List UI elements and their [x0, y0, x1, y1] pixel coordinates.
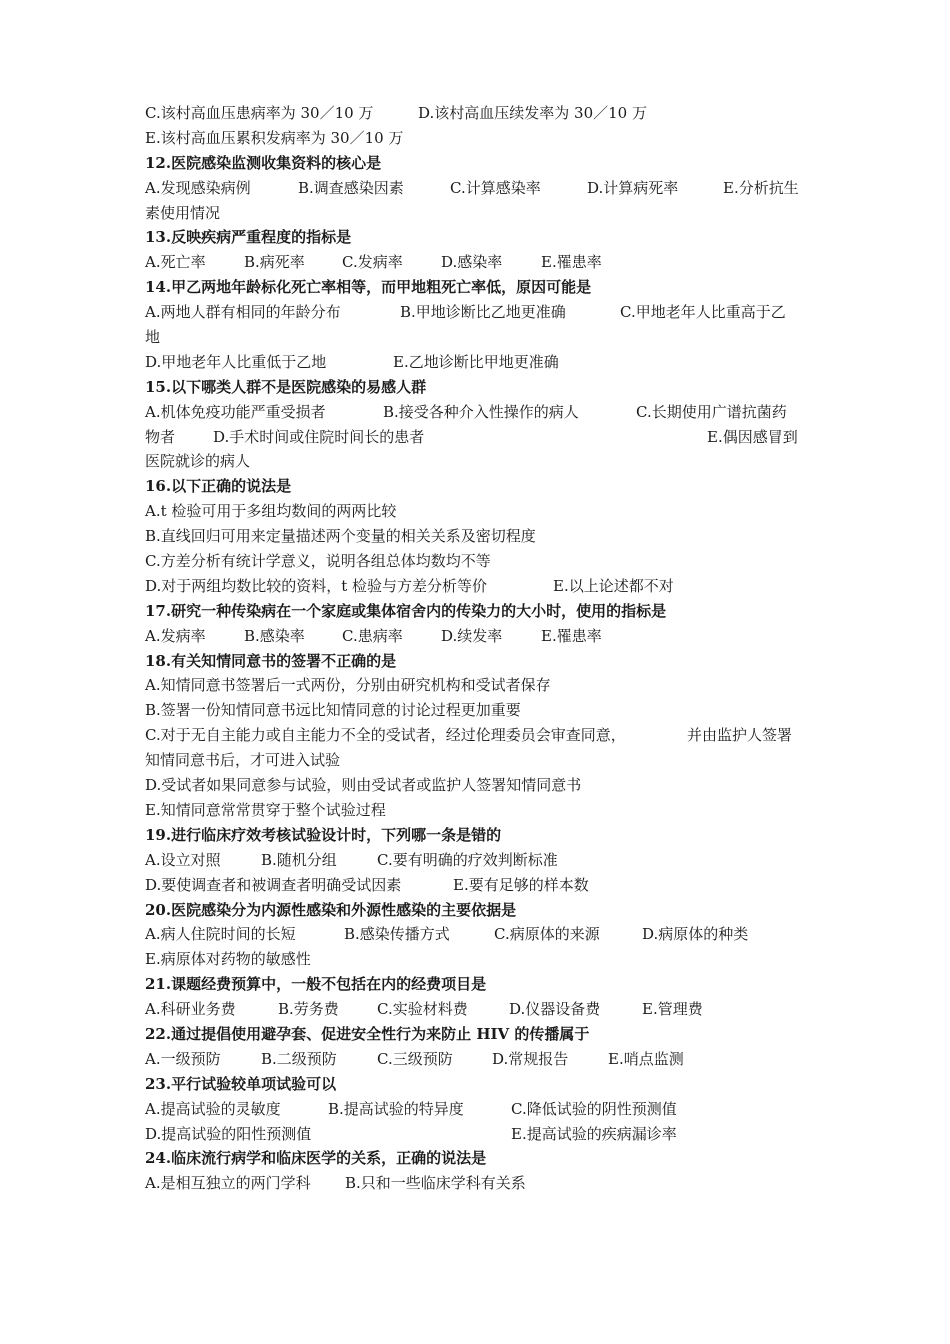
answer-option: B.接受各种介入性操作的病人 [383, 402, 579, 421]
question-stem: 21.课题经费预算中，一般不包括在内的经费项目是 [145, 975, 487, 994]
answer-option: E.罹患率 [541, 253, 602, 272]
answer-option: B.直线回归可用来定量描述两个变量的相关关系及密切程度 [145, 527, 536, 546]
question-list [145, 101, 815, 1196]
answer-option: E.提高试验的疾病漏诊率 [511, 1124, 677, 1143]
answer-option: B.二级预防 [261, 1049, 337, 1068]
answer-option: D.对于两组均数比较的资料，t 检验与方差分析等价 [145, 576, 488, 595]
answer-option: D.受试者如果同意参与试验，则由受试者或监护人签署知情同意书 [145, 776, 582, 795]
option-line [145, 524, 815, 549]
option-line [145, 922, 815, 947]
answer-option: E.哨点监测 [608, 1049, 684, 1068]
answer-option: A.病人住院时间的长短 [145, 925, 296, 944]
answer-option: A.是相互独立的两门学科 [145, 1174, 311, 1193]
answer-option: D.提高试验的阳性预测值 [145, 1124, 312, 1143]
option-line [145, 574, 815, 599]
answer-option: B.病死率 [244, 253, 305, 272]
answer-option: D.该村高血压续发率为 30／10 万 [418, 104, 647, 122]
option-line [145, 176, 815, 201]
answer-option: A.发现感染病例 [145, 178, 251, 197]
option-line [145, 250, 815, 275]
option-line [145, 325, 815, 350]
option-line [145, 126, 815, 151]
answer-option: A.机体免疫功能严重受损者 [145, 402, 326, 421]
answer-option: E.要有足够的样本数 [453, 875, 589, 894]
answer-option: A.科研业务费 [145, 1000, 236, 1019]
answer-option: D.计算病死率 [587, 178, 679, 197]
answer-option: A.提高试验的灵敏度 [145, 1099, 281, 1118]
answer-option: 地 [145, 328, 161, 347]
option-line [145, 1097, 815, 1122]
question-stem: 16.以下正确的说法是 [145, 477, 292, 496]
answer-option: D.感染率 [441, 253, 503, 272]
option-line [145, 1122, 815, 1147]
option-line [145, 773, 815, 798]
option-line [145, 1171, 815, 1196]
answer-option: C.该村高血压患病率为 30／10 万 [145, 104, 374, 122]
answer-option: E.罹患率 [541, 626, 602, 645]
option-line [145, 400, 815, 425]
answer-option: C.长期使用广谱抗菌药 [636, 402, 787, 421]
answer-option: D.常规报告 [492, 1049, 569, 1068]
answer-option: 并由监护人签署 [687, 726, 793, 745]
answer-option: 医院就诊的病人 [145, 452, 251, 471]
answer-option: C.患病率 [342, 626, 403, 645]
option-line [145, 101, 815, 126]
option-line [145, 947, 815, 972]
question-stem: 15.以下哪类人群不是医院感染的易感人群 [145, 377, 427, 396]
answer-option: 物者 [145, 427, 176, 446]
answer-option: D.病原体的种类 [642, 925, 749, 944]
option-line [145, 1047, 815, 1072]
answer-option: C.方差分析有统计学意义，说明各组总体均数均不等 [145, 552, 491, 571]
answer-option: E.该村高血压累积发病率为 30／10 万 [145, 128, 404, 147]
option-line [145, 499, 815, 524]
option-line [145, 873, 815, 898]
answer-option: B.提高试验的特异度 [328, 1099, 464, 1118]
answer-option: E.分析抗生 [723, 178, 799, 197]
question-stem: 12.医院感染监测收集资料的核心是 [145, 153, 382, 172]
option-line [145, 798, 815, 823]
answer-option: D.仪器设备费 [509, 1000, 601, 1019]
question-stem: 14.甲乙两地年龄标化死亡率相等，而甲地粗死亡率低，原因可能是 [145, 278, 592, 297]
answer-option: D.甲地老年人比重低于乙地 [145, 352, 327, 371]
question-stem: 18.有关知情同意书的签署不正确的是 [145, 651, 397, 670]
option-line [145, 549, 815, 574]
option-line [145, 848, 815, 873]
answer-option: B.随机分组 [261, 850, 337, 869]
answer-option: E.偶因感冒到 [707, 427, 798, 446]
answer-option: C.病原体的来源 [494, 925, 600, 944]
question-stem: 19.进行临床疗效考核试验设计时，下列哪一条是错的 [145, 825, 502, 844]
answer-option: C.计算感染率 [450, 178, 541, 197]
question-stem: 17.研究一种传染病在一个家庭或集体宿舍内的传染力的大小时，使用的指标是 [145, 601, 667, 620]
answer-option: C.对于无自主能力或自主能力不全的受试者，经过伦理委员会审查同意， [145, 726, 626, 745]
answer-option: B.感染率 [244, 626, 305, 645]
answer-option: 知情同意书后，才可进入试验 [145, 751, 341, 770]
question-stem: 23.平行试验较单项试验可以 [145, 1074, 337, 1093]
answer-option: D.手术时间或住院时间长的患者 [213, 427, 425, 446]
answer-option: A.死亡率 [145, 253, 206, 272]
option-line [145, 624, 815, 649]
option-line [145, 449, 815, 474]
answer-option: D.续发率 [441, 626, 503, 645]
answer-option: C.实验材料费 [377, 1000, 468, 1019]
answer-option: C.降低试验的阴性预测值 [511, 1099, 677, 1118]
option-line [145, 997, 815, 1022]
question-stem: 24.临床流行病学和临床医学的关系，正确的说法是 [145, 1149, 487, 1168]
answer-option: B.只和一些临床学科有关系 [345, 1174, 526, 1193]
question-stem: 22.通过提倡使用避孕套、促进安全性行为来防止 HIV 的传播属于 [145, 1024, 590, 1043]
answer-option: 素使用情况 [145, 203, 221, 222]
answer-option: E.知情同意常常贯穿于整个试验过程 [145, 800, 386, 819]
answer-option: A.一级预防 [145, 1049, 221, 1068]
option-line [145, 673, 815, 698]
option-line [145, 748, 815, 773]
question-stem: 20.医院感染分为内源性感染和外源性感染的主要依据是 [145, 900, 517, 919]
answer-option: B.甲地诊断比乙地更准确 [400, 303, 566, 322]
answer-option: C.发病率 [342, 253, 403, 272]
answer-option: B.劳务费 [278, 1000, 339, 1019]
answer-option: E.以上论述都不对 [553, 576, 674, 595]
option-line [145, 201, 815, 226]
option-line [145, 698, 815, 723]
question-stem: 13.反映疾病严重程度的指标是 [145, 228, 352, 247]
answer-option: A.t 检验可用于多组均数间的两两比较 [145, 502, 397, 521]
answer-option: A.知情同意书签署后一式两份，分别由研究机构和受试者保存 [145, 676, 551, 695]
answer-option: B.调查感染因素 [298, 178, 404, 197]
answer-option: C.要有明确的疗效判断标准 [377, 850, 558, 869]
answer-option: E.管理费 [642, 1000, 703, 1019]
answer-option: B.签署一份知情同意书远比知情同意的讨论过程更加重要 [145, 701, 521, 720]
answer-option: C.三级预防 [377, 1049, 453, 1068]
answer-option: B.感染传播方式 [344, 925, 450, 944]
option-line [145, 300, 815, 325]
answer-option: A.设立对照 [145, 850, 221, 869]
answer-option: E.病原体对药物的敏感性 [145, 950, 311, 969]
answer-option: A.发病率 [145, 626, 206, 645]
answer-option: C.甲地老年人比重高于乙 [620, 303, 786, 322]
answer-option: E.乙地诊断比甲地更准确 [393, 352, 559, 371]
option-line [145, 723, 815, 748]
option-line [145, 350, 815, 375]
answer-option: D.要使调查者和被调查者明确受试因素 [145, 875, 402, 894]
answer-option: A.两地人群有相同的年龄分布 [145, 303, 341, 322]
option-line [145, 425, 815, 450]
